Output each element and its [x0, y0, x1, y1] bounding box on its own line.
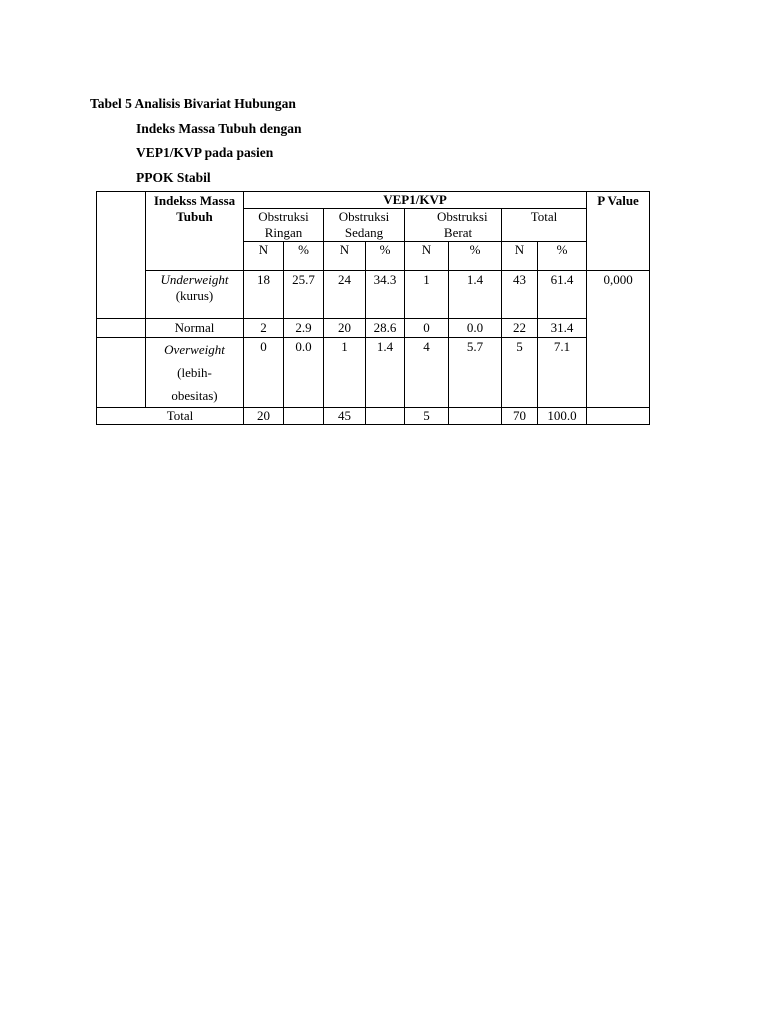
bivariate-table: [96, 191, 650, 425]
cell: 7.1: [538, 338, 587, 408]
cell: 31.4: [538, 319, 587, 338]
cell: 20: [324, 319, 366, 338]
header-n: N: [502, 242, 538, 271]
header-n: N: [244, 242, 284, 271]
cell: [284, 408, 324, 425]
caption-line-3: VEP1/KVP pada pasien: [136, 145, 274, 160]
group-ringan: Obstruksi Ringan: [244, 209, 324, 242]
header-vep: VEP1/KVP: [244, 192, 587, 209]
cell: 5: [502, 338, 538, 408]
table-row-underweight: [97, 271, 650, 319]
cell: 25.7: [284, 271, 324, 319]
caption-line-2: Indeks Massa Tubuh dengan: [136, 120, 302, 136]
cell: 43: [502, 271, 538, 319]
cell: 70: [502, 408, 538, 425]
header-imt: Indekss Massa Tubuh: [146, 192, 244, 271]
header-pct: %: [284, 242, 324, 271]
cell: 34.3: [366, 271, 405, 319]
overweight-sublabel-2: obesitas): [171, 388, 218, 403]
header-n: N: [324, 242, 366, 271]
cell: 61.4: [538, 271, 587, 319]
cell: 18: [244, 271, 284, 319]
header-pct: %: [366, 242, 405, 271]
cell: 5.7: [449, 338, 502, 408]
header-n: N: [405, 242, 449, 271]
cell: 0: [405, 319, 449, 338]
cell: [366, 408, 405, 425]
row-label-underweight: [146, 271, 244, 319]
header-row-1: [97, 192, 650, 209]
row-label-overweight: [146, 338, 244, 408]
underweight-sublabel: (kurus): [175, 288, 214, 303]
table-row-normal: [97, 319, 650, 338]
table-row-total: [97, 408, 650, 425]
cell: 1.4: [449, 271, 502, 319]
row-label-normal: Normal: [146, 319, 244, 338]
cell: 5: [405, 408, 449, 425]
header-p-value: P Value: [587, 192, 650, 271]
header-pct: %: [449, 242, 502, 271]
cell: 4: [405, 338, 449, 408]
cell: 20: [244, 408, 284, 425]
overweight-sublabel-1: (lebih-: [177, 365, 212, 380]
caption-line-1: Tabel 5 Analisis Bivariat Hubungan: [90, 96, 296, 111]
cell: 1.4: [366, 338, 405, 408]
cell: 0: [244, 338, 284, 408]
cell: 22: [502, 319, 538, 338]
group-sedang: Obstruksi Sedang: [324, 209, 405, 242]
table-row-overweight: [97, 338, 650, 408]
blank-column-cell: [97, 338, 146, 408]
blank-p-cell: [587, 408, 650, 425]
header-pct: %: [538, 242, 587, 271]
cell: 28.6: [366, 319, 405, 338]
blank-column-cell: [97, 192, 146, 319]
cell: 45: [324, 408, 366, 425]
overweight-label: Overweight: [164, 342, 225, 357]
group-berat: Obstruksi Berat: [405, 209, 502, 242]
total-label: Total: [97, 408, 244, 425]
cell: [449, 408, 502, 425]
caption-line-4: PPOK Stabil: [136, 169, 211, 185]
cell: 1: [324, 338, 366, 408]
cell: 2: [244, 319, 284, 338]
cell: 1: [405, 271, 449, 319]
table-caption: [90, 92, 301, 190]
cell: 0.0: [449, 319, 502, 338]
underweight-label: Underweight: [160, 272, 229, 287]
cell: 100.0: [538, 408, 587, 425]
cell: 24: [324, 271, 366, 319]
p-value-cell: 0,000: [587, 271, 650, 408]
cell: 0.0: [284, 338, 324, 408]
blank-column-cell: [97, 319, 146, 338]
cell: 2.9: [284, 319, 324, 338]
group-total: Total: [502, 209, 587, 242]
